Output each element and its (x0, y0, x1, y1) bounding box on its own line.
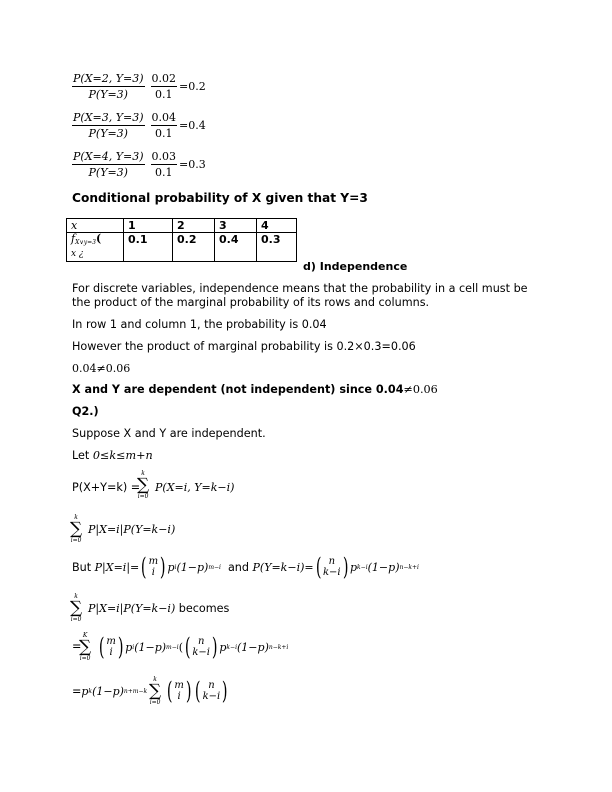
row1-probability-text: In row 1 and column 1, the probability is 0.04 (72, 318, 327, 331)
binom-top: n (197, 636, 205, 647)
equals-sign: = (72, 685, 82, 698)
let-math: 0≤k≤m+n (92, 449, 153, 462)
p-term: p (125, 640, 133, 654)
table-cell: 0.4 (215, 233, 257, 262)
binom-top: n (328, 556, 336, 567)
conditional-fraction-2 (72, 111, 206, 140)
table-header-cell: 2 (173, 219, 215, 233)
sum-upper-limit: k (74, 593, 78, 600)
summation-symbol: k ∑ i=0 (137, 470, 150, 500)
binomial-m-i: ( m i ) (141, 553, 166, 581)
becomes-body: P|X=i|P(Y=k−i) (88, 602, 176, 615)
binom-bottom: i (177, 691, 181, 702)
summation-symbol: k ∑ i=0 (70, 593, 83, 623)
table-cell: 0.3 (257, 233, 297, 262)
binom-bottom: k−i (202, 691, 221, 702)
independence-heading: d) Independence (303, 260, 408, 273)
becomes-word: becomes (178, 602, 230, 615)
and-left: P(Y=k−i)= (252, 560, 314, 574)
summation-symbol: k ∑ i=0 (149, 676, 162, 706)
fraction-denominator: P(Y=3) (88, 88, 128, 101)
binom-top: m (148, 556, 159, 567)
binom-bottom: i (151, 567, 155, 578)
sum-lower-limit: i=0 (149, 699, 161, 706)
table-header-cell: x (67, 219, 124, 233)
table-header-cell: 1 (124, 219, 173, 233)
fraction-numerator: P(X=4, Y=3) (73, 150, 144, 163)
but-q-exp: m−i (208, 563, 221, 571)
table-cell: 0.1 (124, 233, 173, 262)
and-word: and (227, 560, 250, 574)
sum-upper-limit: k (74, 514, 78, 521)
let-prefix: Let (72, 449, 90, 462)
binom-top: n (208, 680, 215, 691)
sum2-body: P|X=i|P(Y=k−i) (88, 523, 176, 536)
binomial-n-ki: ( n k−i ) (184, 633, 218, 661)
table-header-row (67, 219, 297, 233)
sum-lower-limit: i=0 (70, 616, 82, 623)
fraction-denominator: P(Y=3) (88, 127, 128, 140)
sum-lower-limit: i=0 (79, 655, 91, 662)
q-term: (1−p) (134, 640, 167, 654)
fraction-numerator-value: 0.04 (151, 111, 177, 124)
but-p-exp: i (174, 563, 177, 571)
p-term: p (219, 640, 227, 654)
and-q-exp: n−k+i (399, 563, 419, 571)
inequality-text: 0.04≠0.06 (72, 362, 131, 375)
expanded-sum-body: ( m i ) p i (1−p) m−i ( ( n k−i ) p k−i (1−p) n−k+i (98, 633, 289, 661)
table-row-label (67, 233, 124, 262)
conditional-probability-table (66, 218, 297, 262)
conclusion-bold-text: X and Y are dependent (not independent) since 0.04 (72, 383, 404, 396)
binomial-m-i: ( m i ) (98, 633, 124, 661)
q-term: (1−p) (237, 640, 269, 654)
conditional-probability-heading: Conditional probability of X given that Y=3 (72, 191, 368, 205)
p-exp: i (132, 643, 135, 651)
factored-sum-line (72, 685, 147, 698)
q-exp: n+m−k (123, 688, 148, 695)
becomes-line (88, 602, 229, 615)
fraction-denominator-value: 0.1 (155, 166, 173, 179)
binom-bottom: k−i (192, 647, 210, 658)
fraction-result: =0.2 (179, 80, 206, 93)
row-label-subscript: X∨y=3 (75, 239, 96, 246)
table-header-cell: 4 (257, 219, 297, 233)
conclusion-line (72, 383, 438, 396)
table-header-cell: 3 (215, 219, 257, 233)
let-line (72, 449, 153, 462)
fraction-denominator: P(Y=3) (88, 166, 128, 179)
binomial-n-ki: ( n k−i ) (315, 553, 349, 581)
binom-bottom: i (109, 647, 113, 658)
p-term: p (81, 685, 89, 698)
but-p-term: p (167, 560, 175, 574)
sum-upper-limit: k (141, 470, 145, 477)
binomial-n-ki: ( n k−i ) (195, 677, 228, 705)
conclusion-tail-text: ≠0.06 (403, 383, 438, 396)
p-exp: k−i (226, 643, 238, 651)
fraction-numerator-value: 0.03 (151, 150, 177, 163)
table-row (67, 233, 297, 262)
fraction-numerator: P(X=3, Y=3) (73, 111, 144, 124)
fraction-result: =0.4 (179, 119, 206, 132)
and-p-exp: k−i (357, 563, 368, 571)
marginal-product-text: However the product of marginal probability is 0.2×0.3=0.06 (72, 340, 416, 353)
equals-sign: = (72, 640, 82, 653)
but-left: P|X=i|= (94, 560, 140, 574)
question-2-label: Q2.) (72, 405, 99, 418)
sum-upper-limit: k (153, 676, 157, 683)
and-q-term: (1−p) (367, 560, 400, 574)
sum-lower-limit: i=0 (137, 493, 149, 500)
summation-symbol: k ∑ i=0 (70, 514, 83, 544)
summation-symbol: K ∑ i=0 (79, 632, 92, 662)
conditional-fraction-1 (72, 72, 206, 101)
pxy-sum-body: P(X=i, Y=k−i) (155, 481, 235, 494)
fraction-denominator-value: 0.1 (155, 127, 173, 140)
binomial-m-i: ( m i ) (166, 677, 192, 705)
table-cell: 0.2 (173, 233, 215, 262)
sum-lower-limit: i=0 (70, 537, 82, 544)
binom-top: m (174, 680, 184, 691)
sum-upper-limit: K (82, 632, 88, 639)
but-word: But (72, 560, 92, 574)
p-exp: k (88, 688, 93, 695)
row-label-paren: ( (95, 232, 102, 245)
fraction-numerator: P(X=2, Y=3) (73, 72, 144, 85)
row-label-f: f (71, 232, 76, 245)
but-line (72, 555, 419, 579)
q-exp: m−i (166, 643, 179, 651)
independence-paragraph-line1: For discrete variables, independence means that the probability in a cell must be (72, 282, 528, 295)
conditional-fraction-3 (72, 150, 206, 179)
independence-paragraph-line2: the product of the marginal probability of its rows and columns. (72, 296, 430, 309)
fraction-result: =0.3 (179, 158, 206, 171)
binom-top: m (106, 636, 116, 647)
factored-sum-body (165, 679, 230, 703)
binom-bottom: k−i (322, 567, 341, 578)
q-term: (1−p) (92, 685, 124, 698)
row-label-bottom: x ¿ (71, 249, 84, 259)
q-exp: n−k+i (268, 643, 289, 651)
fraction-denominator-value: 0.1 (155, 88, 173, 101)
but-q-term: (1−p) (176, 560, 209, 574)
suppose-text: Suppose X and Y are independent. (72, 427, 266, 440)
pxy-prefix: P(X+Y=k) = (72, 481, 141, 494)
fraction-numerator-value: 0.02 (151, 72, 177, 85)
and-p-term: p (350, 560, 358, 574)
